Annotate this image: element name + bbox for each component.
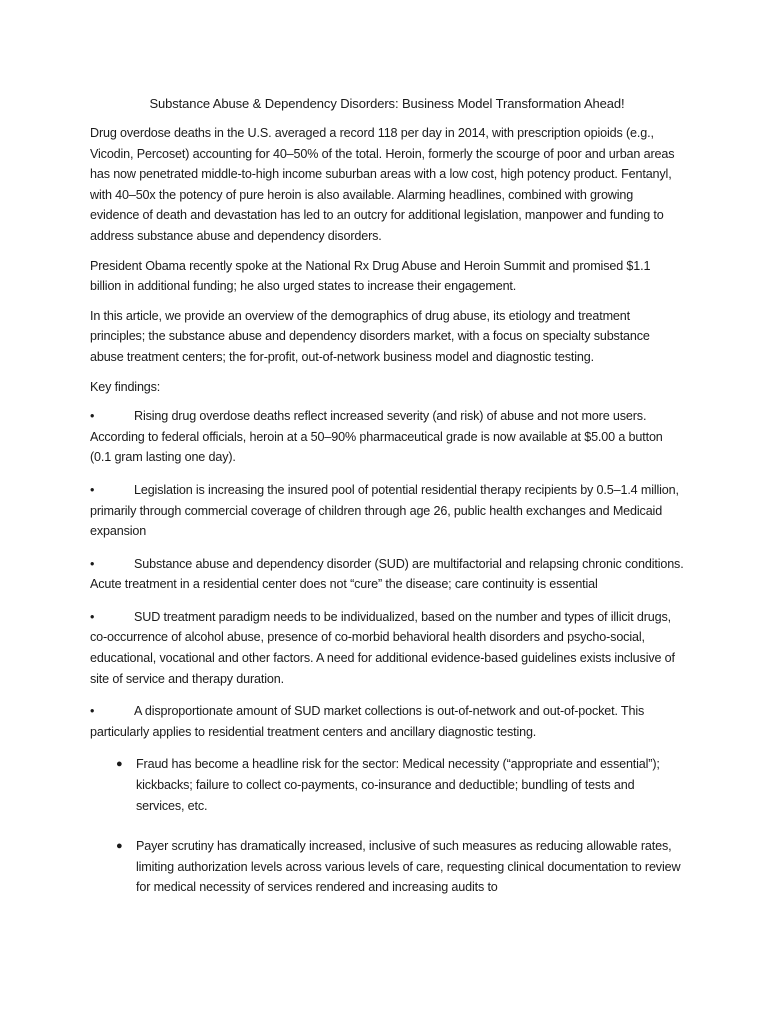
- finding-text: Substance abuse and dependency disorder (SUD) are multifactorial and relapsing chronic conditions. Acute treatment in a residential center does not “cure” the disease; care continuity is essential: [90, 556, 684, 592]
- finding-item: [90, 406, 684, 468]
- sub-finding-text: Payer scrutiny has dramatically increased, inclusive of such measures as reducing allowable rates, limiting authorization levels across various levels of care, requesting clinical documentation to review for medical necessity of services rendered and increasing audits to: [136, 839, 681, 895]
- finding-text: SUD treatment paradigm needs to be individualized, based on the number and types of illicit drugs, co-occurrence of alcohol abuse, presence of co-morbid behavioral health disorders and psycho-social, educational, vocational and other factors. A need for additional evidence-based guidelines exists inclusive of site of service and therapy duration.: [90, 609, 675, 686]
- sub-finding-item: [116, 836, 684, 898]
- finding-text: Legislation is increasing the insured pool of potential residential therapy recipients by 0.5–1.4 million, primarily through commercial coverage of children through age 26, public health exchanges and Medicaid expansion: [90, 482, 679, 539]
- finding-text: A disproportionate amount of SUD market collections is out-of-network and out-of-pocket. This particularly applies to residential treatment centers and ancillary diagnostic testing.: [90, 704, 645, 739]
- bullet-marker: •: [90, 609, 95, 624]
- sub-bullet-marker: ●: [116, 758, 123, 771]
- document-title: Substance Abuse & Dependency Disorders: Business Model Transformation Ahead!: [149, 96, 625, 111]
- funding-paragraph: President Obama recently spoke at the National Rx Drug Abuse and Heroin Summit and promised $1.1 billion in additional funding; he also urged states to increase their engagement.: [90, 258, 651, 294]
- bullet-marker: •: [90, 482, 95, 497]
- finding-item: [90, 607, 684, 689]
- finding-item: [90, 701, 684, 742]
- finding-item: [90, 554, 684, 595]
- bullet-marker: •: [90, 556, 95, 571]
- key-findings-heading: Key findings:: [90, 379, 161, 394]
- sub-bullet-marker: ●: [116, 840, 123, 853]
- overview-paragraph: In this article, we provide an overview of the demographics of drug abuse, its etiology and treatment principles; the substance abuse and dependency disorders market, with a focus on specialty substance abuse treatment centers; the for-profit, out-of-network business model and diagnostic testing.: [90, 308, 650, 364]
- finding-item: [90, 480, 684, 542]
- bullet-marker: •: [90, 409, 95, 424]
- sub-finding-item: [116, 754, 684, 816]
- finding-text: Rising drug overdose deaths reflect increased severity (and risk) of abuse and not more users. According to federal officials, heroin at a 50–90% pharmaceutical grade is now available at $5.00 a button (0.1 gram lasting one day).: [90, 409, 663, 465]
- intro-paragraph: Drug overdose deaths in the U.S. averaged a record 118 per day in 2014, with prescription opioids (e.g., Vicodin, Percoset) accounting for 40–50% of the total. Heroin, formerly the scourge of poor and urban areas has now penetrated middle-to-high income suburban areas with a low cost, high potency product. Fentanyl, with 40–50x the potency of pure heroin is also available. Alarming headlines, combined with growing evidence of death and devastation has led to an outcry for additional legislation, manpower and funding to address substance abuse and dependency disorders.: [90, 126, 675, 243]
- sub-finding-text: Fraud has become a headline risk for the sector: Medical necessity (“appropriate and essential”); kickbacks; failure to collect co-payments, co-insurance and deductible; bundling of tests and services, etc.: [136, 757, 660, 813]
- sub-findings-list: [90, 754, 684, 898]
- bullet-marker: •: [90, 704, 95, 719]
